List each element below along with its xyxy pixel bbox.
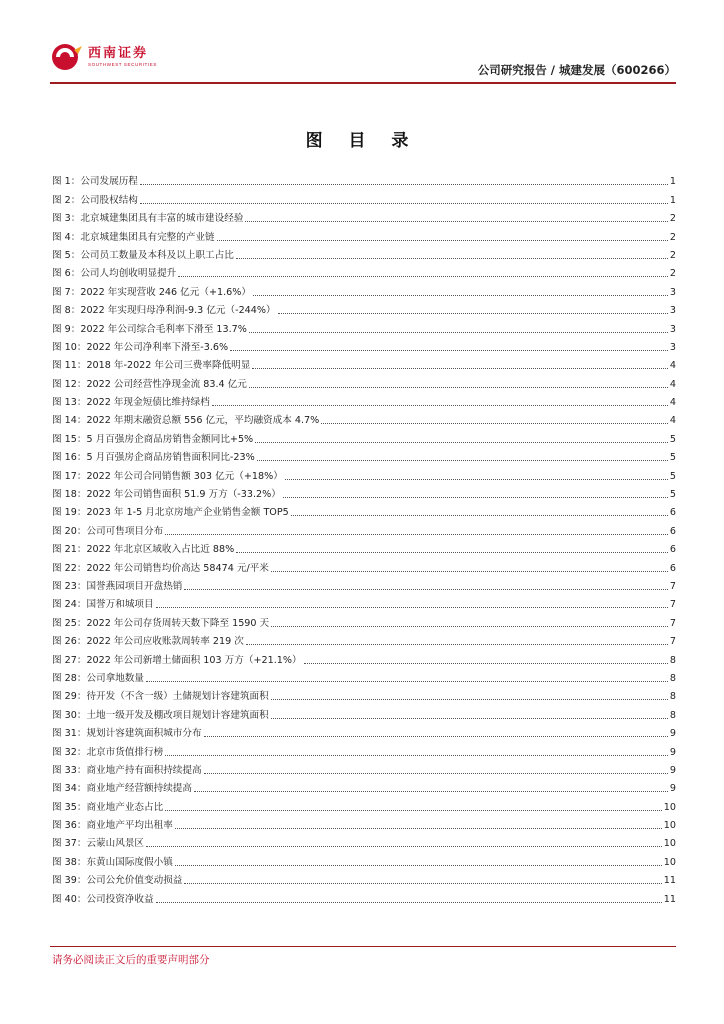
toc-entry[interactable] (52, 832, 676, 850)
toc-dot-leader (285, 478, 668, 480)
toc-entry[interactable] (52, 850, 676, 868)
toc-entry[interactable] (52, 887, 676, 905)
toc-entry-page-number: 11 (663, 893, 676, 905)
toc-entry-label: 图 34：商业地产经营额持续提高 (52, 783, 192, 795)
toc-entry[interactable] (52, 280, 676, 298)
toc-entry-label: 图 5：公司员工数量及本科及以上职工占比 (52, 249, 234, 261)
toc-entry[interactable] (52, 593, 676, 611)
toc-dot-leader (245, 220, 667, 222)
toc-dot-leader (278, 312, 668, 314)
toc-entry[interactable] (52, 225, 676, 243)
toc-entry-page-number: 5 (669, 452, 676, 464)
toc-entry-label: 图 10：2022 年公司净利率下滑至-3.6% (52, 341, 229, 353)
toc-entry[interactable] (52, 501, 676, 519)
toc-entry-label: 图 20：公司可售项目分布 (52, 525, 164, 537)
toc-dot-leader (271, 625, 668, 627)
toc-dot-leader (236, 257, 668, 259)
toc-entry[interactable] (52, 685, 676, 703)
toc-entry-label: 图 36：商业地产平均出租率 (52, 820, 173, 832)
footer-disclaimer: 请务必阅读正文后的重要声明部分 (52, 954, 210, 966)
toc-entry[interactable] (52, 814, 676, 832)
toc-dot-leader (184, 588, 668, 590)
toc-entry[interactable] (52, 427, 676, 445)
toc-entry[interactable] (52, 446, 676, 464)
toc-entry-label: 图 40：公司投资净收益 (52, 893, 154, 905)
toc-entry[interactable] (52, 299, 676, 317)
toc-entry-page-number: 7 (669, 580, 676, 592)
toc-dot-leader (175, 827, 662, 829)
toc-dot-leader (165, 533, 668, 535)
toc-dot-leader (156, 606, 668, 608)
toc-entry-page-number: 7 (669, 599, 676, 611)
toc-dot-leader (257, 459, 668, 461)
toc-entry-label: 图 12：2022 公司经营性净现金流 83.4 亿元 (52, 378, 247, 390)
toc-entry-page-number: 2 (669, 268, 676, 280)
toc-dot-leader (252, 367, 668, 369)
toc-entry[interactable] (52, 519, 676, 537)
toc-entry-label: 图 13：2022 年现金短债比维持绿档 (52, 397, 210, 409)
logo-mark-icon (50, 42, 84, 72)
toc-entry-label: 图 32：北京市货值排行榜 (52, 746, 164, 758)
toc-dot-leader (204, 735, 668, 737)
toc-entry-label: 图 3：北京城建集团具有丰富的城市建设经验 (52, 213, 244, 225)
toc-entry[interactable] (52, 354, 676, 372)
toc-entry-label: 图 8：2022 年实现归母净利润-9.3 亿元（-244%） (52, 305, 276, 317)
toc-entry-page-number: 8 (669, 654, 676, 666)
toc-entry[interactable] (52, 777, 676, 795)
header-divider (50, 82, 676, 84)
toc-dot-leader (236, 551, 668, 553)
toc-entry[interactable] (52, 722, 676, 740)
toc-entry-page-number: 1 (669, 176, 676, 188)
toc-entry-page-number: 4 (669, 360, 676, 372)
toc-entry-label: 图 14：2022 年期末融资总额 556 亿元，平均融资成本 4.7% (52, 415, 320, 427)
toc-dot-leader (217, 239, 668, 241)
toc-entry[interactable] (52, 464, 676, 482)
toc-entry-label: 图 38：东黄山国际度假小镇 (52, 856, 173, 868)
company-logo (50, 42, 157, 72)
toc-entry-page-number: 9 (669, 783, 676, 795)
toc-entry-page-number: 5 (669, 489, 676, 501)
toc-entry-label: 图 22：2022 年公司销售均价高达 58474 元/平米 (52, 562, 269, 574)
toc-entry[interactable] (52, 869, 676, 887)
toc-entry[interactable] (52, 317, 676, 335)
toc-entry[interactable] (52, 648, 676, 666)
page-header (50, 38, 676, 86)
toc-entry[interactable] (52, 188, 676, 206)
toc-entry[interactable] (52, 611, 676, 629)
toc-entry[interactable] (52, 630, 676, 648)
toc-entry-label: 图 33：商业地产持有面积持续提高 (52, 764, 202, 776)
toc-entry-page-number: 6 (669, 562, 676, 574)
toc-dot-leader (271, 717, 668, 719)
toc-entry-page-number: 7 (669, 617, 676, 629)
toc-dot-leader (165, 809, 662, 811)
toc-entry-label: 图 15：5 月百强房企商品房销售金额同比+5% (52, 433, 254, 445)
toc-entry-page-number: 2 (669, 213, 676, 225)
toc-entry-page-number: 1 (669, 194, 676, 206)
report-breadcrumb: 公司研究报告 / 城建发展（600266） (477, 63, 676, 77)
toc-dot-leader (255, 441, 668, 443)
toc-entry[interactable] (52, 538, 676, 556)
toc-dot-leader (212, 404, 668, 406)
toc-entry[interactable] (52, 703, 676, 721)
toc-entry-page-number: 6 (669, 544, 676, 556)
toc-entry-label: 图 30：土地一级开发及棚改项目规划计容建筑面积 (52, 709, 269, 721)
toc-entry-label: 图 6：公司人均创收明显提升 (52, 268, 177, 280)
toc-dot-leader (249, 386, 668, 388)
toc-dot-leader (271, 698, 668, 700)
toc-entry-label: 图 4：北京城建集团具有完整的产业链 (52, 231, 215, 243)
toc-dot-leader (204, 772, 668, 774)
toc-entry-label: 图 16：5 月百强房企商品房销售面积同比-23% (52, 452, 255, 464)
toc-entry-page-number: 10 (663, 838, 676, 850)
toc-entry-label: 图 25：2022 年公司存货周转天数下降至 1590 天 (52, 617, 270, 629)
toc-dot-leader (184, 882, 661, 884)
toc-entry-page-number: 10 (663, 820, 676, 832)
toc-entry-label: 图 29：待开发（不含一级）土储规划计容建筑面积 (52, 691, 269, 703)
logo-english-name: SOUTHWEST SECURITIES (88, 62, 157, 67)
toc-dot-leader (253, 294, 668, 296)
toc-entry-page-number: 2 (669, 249, 676, 261)
logo-chinese-name: 西南证券 (88, 46, 149, 61)
toc-dot-leader (194, 790, 668, 792)
toc-entry-page-number: 3 (669, 323, 676, 335)
toc-entry-page-number: 10 (663, 856, 676, 868)
footer-divider (50, 946, 676, 947)
toc-entry-label: 图 2：公司股权结构 (52, 194, 138, 206)
toc-entry-page-number: 8 (669, 691, 676, 703)
toc-entry-label: 图 31：规划计容建筑面积城市分布 (52, 728, 202, 740)
figure-table-of-contents (52, 170, 676, 906)
toc-dot-leader (291, 514, 668, 516)
toc-entry-page-number: 6 (669, 525, 676, 537)
toc-entry-label: 图 1：公司发展历程 (52, 176, 138, 188)
toc-dot-leader (283, 496, 668, 498)
toc-entry[interactable] (52, 207, 676, 225)
toc-dot-leader (304, 662, 668, 664)
toc-entry[interactable] (52, 409, 676, 427)
toc-entry-page-number: 3 (669, 286, 676, 298)
toc-dot-leader (146, 845, 662, 847)
toc-dot-leader (246, 643, 668, 645)
toc-entry-label: 图 23：国誉燕园项目开盘热销 (52, 580, 183, 592)
toc-entry-page-number: 8 (669, 709, 676, 721)
toc-entry-label: 图 28：公司拿地数量 (52, 672, 145, 684)
toc-entry-label: 图 39：公司公允价值变动损益 (52, 875, 183, 887)
toc-entry-label: 图 27：2022 年公司新增土储面积 103 万方（+21.1%） (52, 654, 302, 666)
toc-entry-label: 图 9：2022 年公司综合毛利率下滑至 13.7% (52, 323, 247, 335)
toc-entry[interactable] (52, 556, 676, 574)
toc-entry-label: 图 37：云蒙山风景区 (52, 838, 145, 850)
toc-entry[interactable] (52, 244, 676, 262)
toc-entry-page-number: 9 (669, 764, 676, 776)
toc-entry-page-number: 4 (669, 415, 676, 427)
toc-dot-leader (178, 275, 668, 277)
toc-dot-leader (156, 901, 662, 903)
toc-entry[interactable] (52, 795, 676, 813)
toc-entry[interactable] (52, 170, 676, 188)
toc-entry[interactable] (52, 575, 676, 593)
toc-entry[interactable] (52, 740, 676, 758)
toc-dot-leader (230, 349, 668, 351)
toc-entry-page-number: 6 (669, 507, 676, 519)
toc-entry-label: 图 19：2023 年 1-5 月北京房地产企业销售金额 TOP5 (52, 507, 289, 519)
toc-entry-page-number: 10 (663, 801, 676, 813)
toc-dot-leader (140, 183, 668, 185)
toc-entry-page-number: 3 (669, 341, 676, 353)
toc-entry[interactable] (52, 667, 676, 685)
toc-dot-leader (146, 680, 668, 682)
toc-entry-label: 图 35：商业地产业态占比 (52, 801, 164, 813)
toc-entry-page-number: 5 (669, 470, 676, 482)
toc-entry-label: 图 18：2022 年公司销售面积 51.9 万方（-33.2%） (52, 489, 281, 501)
page-title: 图 目 录 (305, 131, 419, 151)
toc-entry-label: 图 21：2022 年北京区域收入占比近 88% (52, 544, 235, 556)
toc-entry-label: 图 17：2022 年公司合同销售额 303 亿元（+18%） (52, 470, 283, 482)
toc-entry-page-number: 11 (663, 875, 676, 887)
toc-dot-leader (165, 754, 668, 756)
toc-entry-page-number: 5 (669, 433, 676, 445)
toc-entry-page-number: 7 (669, 636, 676, 648)
toc-entry[interactable] (52, 483, 676, 501)
toc-entry-page-number: 4 (669, 397, 676, 409)
toc-entry[interactable] (52, 372, 676, 390)
toc-entry-label: 图 11：2018 年-2022 年公司三费率降低明显 (52, 360, 251, 372)
toc-entry-label: 图 24：国誉万和城项目 (52, 599, 154, 611)
toc-entry-page-number: 3 (669, 305, 676, 317)
toc-dot-leader (140, 202, 668, 204)
toc-entry-page-number: 9 (669, 728, 676, 740)
toc-entry-page-number: 4 (669, 378, 676, 390)
toc-dot-leader (175, 864, 662, 866)
toc-entry[interactable] (52, 262, 676, 280)
toc-entry-page-number: 2 (669, 231, 676, 243)
toc-entry-page-number: 9 (669, 746, 676, 758)
toc-entry[interactable] (52, 336, 676, 354)
toc-entry-page-number: 8 (669, 672, 676, 684)
toc-entry[interactable] (52, 759, 676, 777)
toc-dot-leader (321, 422, 668, 424)
toc-dot-leader (249, 331, 668, 333)
toc-entry-label: 图 7：2022 年实现营收 246 亿元（+1.6%） (52, 286, 251, 298)
toc-entry-label: 图 26：2022 年公司应收账款周转率 219 次 (52, 636, 244, 648)
toc-entry[interactable] (52, 391, 676, 409)
toc-dot-leader (271, 570, 668, 572)
